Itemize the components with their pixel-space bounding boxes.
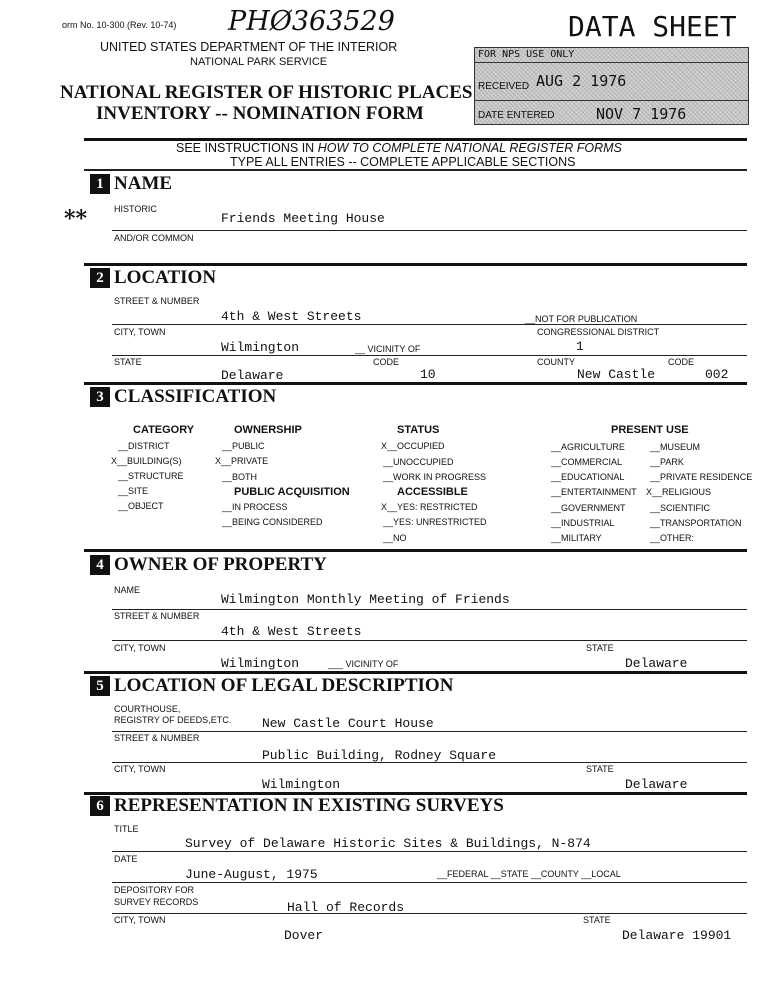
- location-city-label: CITY, TOWN: [114, 327, 166, 337]
- use-religious: X__RELIGIOUS: [646, 487, 712, 497]
- survey-date-rule: [112, 882, 747, 883]
- section-1-end-rule: [84, 263, 747, 266]
- depository-value: Hall of Records: [287, 900, 405, 915]
- location-city-rule: [112, 355, 747, 356]
- instructions-line-2: TYPE ALL ENTRIES -- COMPLETE APPLICABLE SECTIONS: [230, 155, 576, 169]
- section-6-title: REPRESENTATION IN EXISTING SURVEYS: [114, 795, 504, 816]
- use-park: __PARK: [650, 457, 684, 467]
- section-2-number: 2: [90, 268, 110, 288]
- instructions-title: HOW TO COMPLETE NATIONAL REGISTER FORMS: [317, 141, 622, 155]
- survey-city-label: CITY, TOWN: [114, 915, 166, 925]
- section-4-number: 4: [90, 555, 110, 575]
- use-entertainment: __ENTERTAINMENT: [551, 487, 637, 497]
- instructions-rule: [84, 169, 747, 171]
- location-street-value: 4th & West Streets: [221, 309, 362, 324]
- use-private-residence: __PRIVATE RESIDENCE: [650, 472, 753, 482]
- owner-state-value: Delaware: [625, 656, 688, 671]
- common-name-label: AND/OR COMMON: [114, 233, 194, 243]
- acquisition-in-process: __IN PROCESS: [222, 502, 288, 512]
- nps-use-only-label: FOR NPS USE ONLY: [478, 49, 575, 60]
- depository-label-line-1: DEPOSITORY FOR: [114, 885, 195, 895]
- owner-city-value: Wilmington: [221, 656, 300, 671]
- use-scientific: __SCIENTIFIC: [650, 503, 711, 513]
- owner-state-label: STATE: [586, 643, 614, 653]
- legal-state-label: STATE: [586, 764, 614, 774]
- location-state-value: Delaware: [221, 368, 284, 383]
- form-title-line-2: INVENTORY -- NOMINATION FORM: [96, 103, 424, 124]
- section-4-end-rule: [84, 671, 747, 674]
- ownership-private: X__PRIVATE: [215, 456, 269, 466]
- ownership-heading: OWNERSHIP: [234, 424, 302, 436]
- legal-city-value: Wilmington: [262, 777, 341, 792]
- use-transportation: __TRANSPORTATION: [650, 518, 742, 528]
- survey-levels: __FEDERAL __STATE __COUNTY __LOCAL: [437, 869, 621, 879]
- acquisition-being-considered: __BEING CONSIDERED: [222, 517, 323, 527]
- owner-street-rule: [112, 640, 747, 641]
- courthouse-rule: [112, 731, 747, 732]
- use-industrial: __INDUSTRIAL: [551, 518, 615, 528]
- section-3-number: 3: [90, 387, 110, 407]
- use-educational: __EDUCATIONAL: [551, 472, 625, 482]
- survey-title-label: TITLE: [114, 824, 139, 834]
- category-heading: CATEGORY: [133, 424, 195, 436]
- survey-city-value: Dover: [284, 928, 324, 943]
- form-title-line-1: NATIONAL REGISTER OF HISTORIC PLACES: [60, 82, 473, 103]
- location-county-label: COUNTY: [537, 357, 575, 367]
- accessible-no: __NO: [383, 533, 407, 543]
- section-1-title: NAME: [114, 173, 173, 194]
- present-use-heading: PRESENT USE: [611, 424, 689, 436]
- use-military: __MILITARY: [551, 533, 602, 543]
- historic-name-value: Friends Meeting House: [221, 211, 385, 226]
- section-5-number: 5: [90, 676, 110, 696]
- courthouse-label-line-1: COURTHOUSE,: [114, 704, 181, 714]
- congressional-district-value: 1: [576, 339, 584, 354]
- status-work-in-progress: __WORK IN PROGRESS: [383, 472, 487, 482]
- nps-box-mid-rule: [475, 100, 748, 101]
- historic-label: HISTORIC: [114, 204, 157, 214]
- congressional-district-label: CONGRESSIONAL DISTRICT: [537, 327, 660, 337]
- location-code-value: 10: [420, 367, 436, 382]
- category-object: __OBJECT: [118, 501, 164, 511]
- use-government: __GOVERNMENT: [551, 503, 626, 513]
- date-entered-label: DATE ENTERED: [478, 110, 555, 121]
- handwritten-asterisk-mark: **: [64, 206, 88, 232]
- accessible-yes-unrestricted: __YES: UNRESTRICTED: [383, 517, 487, 527]
- location-county-value: New Castle: [577, 367, 656, 382]
- legal-street-rule: [112, 762, 747, 763]
- handwritten-reference-number: PHØ363529: [228, 6, 395, 37]
- section-2-end-rule: [84, 382, 747, 385]
- use-museum: __MUSEUM: [650, 442, 701, 452]
- owner-name-label: NAME: [114, 585, 141, 595]
- use-other: __OTHER:: [650, 533, 695, 543]
- survey-state-value: Delaware 19901: [622, 928, 732, 943]
- instructions-prefix: SEE INSTRUCTIONS IN: [176, 141, 318, 155]
- status-heading: STATUS: [397, 424, 440, 436]
- historic-rule: [112, 230, 747, 231]
- survey-title-rule: [112, 851, 747, 852]
- survey-state-label: STATE: [583, 915, 611, 925]
- section-3-title: CLASSIFICATION: [114, 386, 277, 407]
- owner-name-rule: [112, 609, 747, 610]
- department-name: UNITED STATES DEPARTMENT OF THE INTERIOR: [100, 40, 398, 54]
- category-district: __DISTRICT: [118, 441, 170, 451]
- accessible-yes-restricted: X__YES: RESTRICTED: [381, 502, 478, 512]
- section-6-number: 6: [90, 796, 110, 816]
- courthouse-value: New Castle Court House: [262, 716, 434, 731]
- category-site: __SITE: [118, 486, 149, 496]
- status-occupied: X__OCCUPIED: [381, 441, 445, 451]
- location-county-code-label: CODE: [668, 357, 695, 367]
- section-5-title: LOCATION OF LEGAL DESCRIPTION: [114, 675, 454, 696]
- received-date-stamp: AUG 2 1976: [536, 72, 627, 90]
- nps-use-only-box: [474, 47, 749, 125]
- depository-rule: [112, 913, 747, 914]
- courthouse-label-line-2: REGISTRY OF DEEDS,ETC.: [114, 715, 232, 725]
- survey-date-value: June-August, 1975: [185, 867, 318, 882]
- date-entered-stamp: NOV 7 1976: [596, 105, 687, 123]
- section-4-title: OWNER OF PROPERTY: [114, 554, 327, 575]
- category-structure: __STRUCTURE: [118, 471, 184, 481]
- section-1-number: 1: [90, 174, 110, 194]
- owner-city-label: CITY, TOWN: [114, 643, 166, 653]
- status-unoccupied: __UNOCCUPIED: [383, 457, 454, 467]
- use-commercial: __COMMERCIAL: [551, 457, 623, 467]
- public-acquisition-heading: PUBLIC ACQUISITION: [234, 486, 350, 498]
- location-street-label: STREET & NUMBER: [114, 296, 200, 306]
- location-code-label: CODE: [373, 357, 400, 367]
- category-buildings: X__BUILDING(S): [111, 456, 182, 466]
- accessible-heading: ACCESSIBLE: [397, 486, 468, 498]
- location-city-value: Wilmington: [221, 340, 300, 355]
- location-vicinity: __ VICINITY OF: [355, 344, 421, 354]
- owner-street-label: STREET & NUMBER: [114, 611, 200, 621]
- location-street-rule: [112, 324, 747, 325]
- received-label: RECEIVED: [478, 81, 530, 92]
- legal-state-value: Delaware: [625, 777, 688, 792]
- not-for-publication: __NOT FOR PUBLICATION: [525, 314, 638, 324]
- owner-name-value: Wilmington Monthly Meeting of Friends: [221, 592, 510, 607]
- ownership-public: __PUBLIC: [222, 441, 265, 451]
- instructions-line-1: [176, 141, 622, 155]
- legal-street-value: Public Building, Rodney Square: [262, 748, 497, 763]
- owner-street-value: 4th & West Streets: [221, 624, 362, 639]
- use-agriculture: __AGRICULTURE: [551, 442, 625, 452]
- ownership-both: __BOTH: [222, 472, 258, 482]
- location-county-code-value: 002: [705, 367, 729, 382]
- legal-city-label: CITY, TOWN: [114, 764, 166, 774]
- section-3-end-rule: [84, 549, 747, 552]
- owner-vicinity: ___ VICINITY OF: [328, 659, 399, 669]
- location-state-label: STATE: [114, 357, 142, 367]
- legal-street-label: STREET & NUMBER: [114, 733, 200, 743]
- data-sheet-heading: DATA SHEET: [568, 10, 737, 43]
- survey-date-label: DATE: [114, 854, 138, 864]
- depository-label-line-2: SURVEY RECORDS: [114, 897, 199, 907]
- service-name: NATIONAL PARK SERVICE: [190, 56, 328, 68]
- form-number: orm No. 10-300 (Rev. 10-74): [62, 20, 177, 30]
- survey-title-value: Survey of Delaware Historic Sites & Buildings, N-874: [185, 836, 591, 851]
- section-2-title: LOCATION: [114, 267, 217, 288]
